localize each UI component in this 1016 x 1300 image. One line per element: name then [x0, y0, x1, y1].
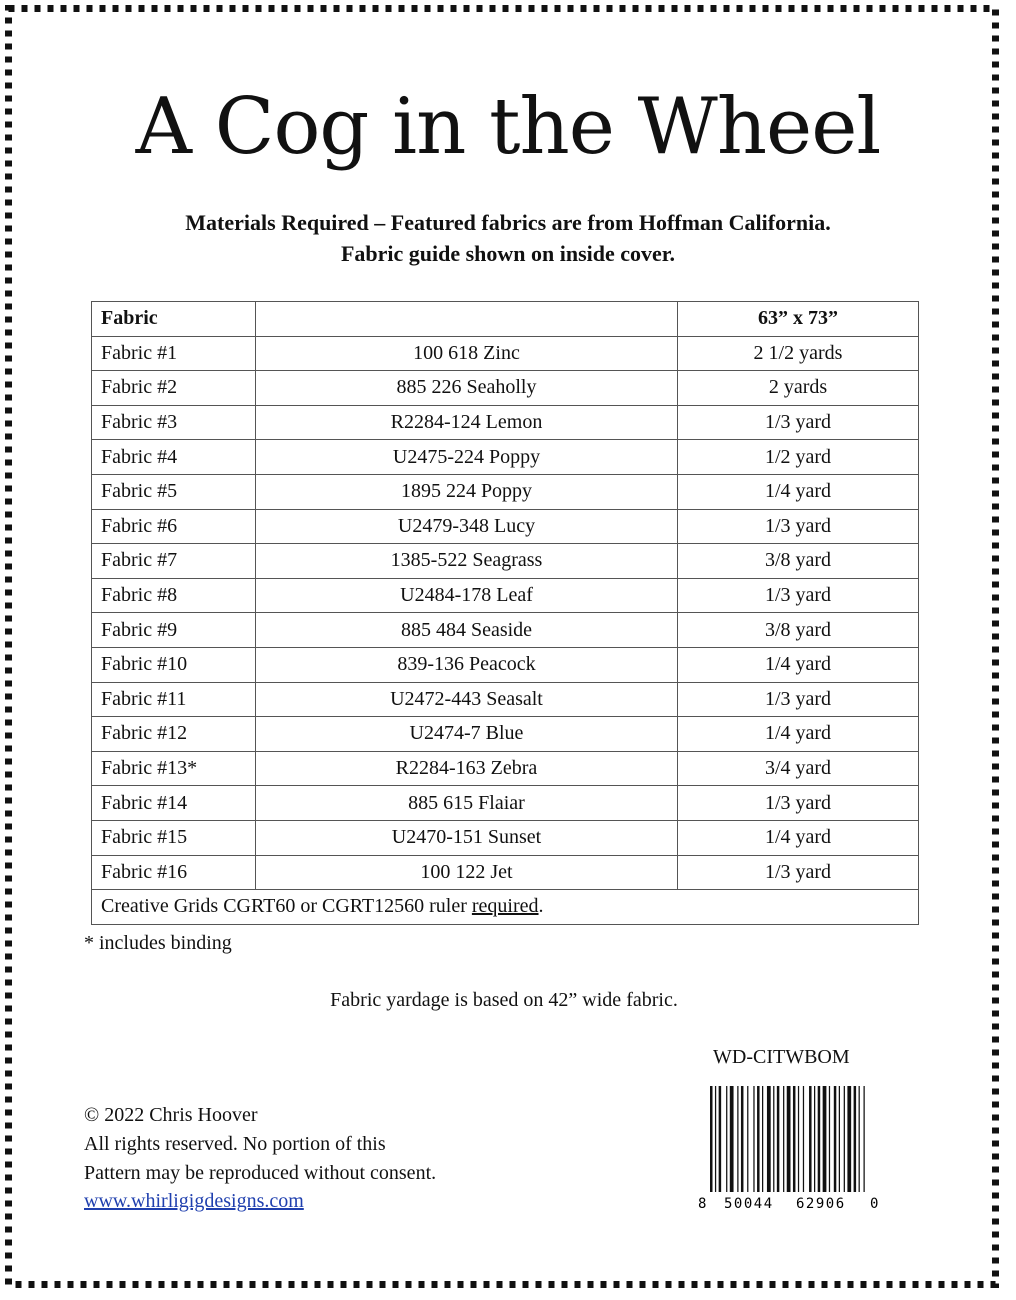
barcode-bar — [762, 1086, 763, 1192]
fabric-name-cell: R2284-163 Zebra — [256, 751, 678, 786]
barcode-bar — [757, 1086, 760, 1192]
table-row — [92, 855, 919, 890]
table-row — [92, 544, 919, 579]
fabric-name-cell: R2284-124 Lemon — [256, 405, 678, 440]
yardage-cell: 1/3 yard — [678, 578, 919, 613]
yardage-cell: 1/4 yard — [678, 820, 919, 855]
ruler-note-text: Creative Grids CGRT60 or CGRT12560 ruler — [101, 895, 472, 918]
required-emphasis: required — [471, 895, 539, 918]
fabric-number-cell: Fabric #3 — [92, 405, 256, 440]
yardage-cell: 1/4 yard — [678, 717, 919, 752]
pattern-title: A Cog in the Wheel — [135, 82, 881, 172]
barcode-bar — [814, 1086, 815, 1192]
yardage-cell: 2 yards — [678, 371, 919, 406]
table-header-row — [92, 302, 919, 337]
table-row — [92, 647, 919, 682]
consent-line: Pattern may be reproduced without consent. — [84, 1162, 437, 1184]
barcode-bar — [844, 1086, 845, 1192]
barcode-bar — [829, 1086, 830, 1192]
table-row — [92, 751, 919, 786]
table-row — [92, 509, 919, 544]
fabric-name-cell: 885 484 Seaside — [256, 613, 678, 648]
yardage-cell: 1/2 yard — [678, 440, 919, 475]
table-row — [92, 820, 919, 855]
yardage-cell: 1/3 yard — [678, 509, 919, 544]
barcode-bar — [737, 1086, 738, 1192]
barcode-bar — [741, 1086, 744, 1192]
fabric-number-cell: Fabric #9 — [92, 613, 256, 648]
fabric-number-cell: Fabric #2 — [92, 371, 256, 406]
yardage-cell: 1/3 yard — [678, 682, 919, 717]
table-row — [92, 717, 919, 752]
table-row — [92, 440, 919, 475]
fabric-name-cell: 100 122 Jet — [256, 855, 678, 890]
fabric-number-cell: Fabric #15 — [92, 820, 256, 855]
table-row — [92, 336, 919, 371]
barcode-bar — [847, 1086, 851, 1192]
barcode-bar — [747, 1086, 748, 1192]
barcode-digit-last: 0 — [870, 1196, 879, 1212]
barcode-bar — [767, 1086, 771, 1192]
barcode-bar — [710, 1086, 713, 1192]
fabric-number-cell: Fabric #7 — [92, 544, 256, 579]
barcode-bar — [787, 1086, 791, 1192]
table-row — [92, 613, 919, 648]
barcode-digits-right: 62906 — [796, 1196, 846, 1212]
barcode-digit-first: 8 — [698, 1196, 707, 1212]
fabric-number-cell: Fabric #6 — [92, 509, 256, 544]
sku-label: WD-CITWBOM — [713, 1046, 850, 1068]
table-row — [92, 371, 919, 406]
barcode-bar — [793, 1086, 796, 1192]
table-row — [92, 578, 919, 613]
materials-heading: Materials Required – Featured fabrics are from Hoffman California. — [185, 210, 831, 235]
fabric-number-cell: Fabric #4 — [92, 440, 256, 475]
barcode-bar — [818, 1086, 821, 1192]
fabric-name-cell: 839-136 Peacock — [256, 647, 678, 682]
yardage-cell: 1/4 yard — [678, 647, 919, 682]
yardage-cell: 3/4 yard — [678, 751, 919, 786]
yardage-cell: 3/8 yard — [678, 613, 919, 648]
fabric-name-cell: U2475-224 Poppy — [256, 440, 678, 475]
fabric-name-cell: 885 615 Flaiar — [256, 786, 678, 821]
barcode-bar — [834, 1086, 837, 1192]
ruler-note-end: . — [538, 895, 544, 918]
yardage-cell: 1/3 yard — [678, 855, 919, 890]
fabric-name-cell: 885 226 Seaholly — [256, 371, 678, 406]
fabric-number-cell: Fabric #11 — [92, 682, 256, 717]
copyright-line: © 2022 Chris Hoover — [84, 1104, 258, 1126]
barcode-digits-left: 50044 — [724, 1196, 774, 1212]
table-row — [92, 405, 919, 440]
yardage-cell: 2 1/2 yards — [678, 336, 919, 371]
header-fabric: Fabric — [92, 302, 256, 337]
fabric-number-cell: Fabric #16 — [92, 855, 256, 890]
yardage-cell: 3/8 yard — [678, 544, 919, 579]
binding-note: * includes binding — [84, 932, 232, 954]
fabric-name-cell: U2484-178 Leaf — [256, 578, 678, 613]
table-row — [92, 682, 919, 717]
fabric-number-cell: Fabric #13* — [92, 751, 256, 786]
table-row — [92, 474, 919, 509]
materials-table — [91, 301, 919, 925]
fabric-name-cell: U2470-151 Sunset — [256, 820, 678, 855]
fabric-name-cell: U2472-443 Seasalt — [256, 682, 678, 717]
barcode-bar — [839, 1086, 840, 1192]
yardage-cell: 1/4 yard — [678, 474, 919, 509]
barcode-bar — [823, 1086, 827, 1192]
barcode-bar — [864, 1086, 865, 1192]
fabric-name-cell: 1385-522 Seagrass — [256, 544, 678, 579]
fabric-number-cell: Fabric #14 — [92, 786, 256, 821]
fabric-number-cell: Fabric #10 — [92, 647, 256, 682]
fabric-name-cell: 100 618 Zinc — [256, 336, 678, 371]
barcode-bar — [719, 1086, 722, 1192]
yardage-cell: 1/3 yard — [678, 405, 919, 440]
ruler-requirement-cell — [92, 890, 919, 925]
barcode-bar — [859, 1086, 860, 1192]
barcode-bar — [753, 1086, 754, 1192]
header-name — [256, 302, 678, 337]
barcode-bar — [777, 1086, 780, 1192]
fabric-name-cell: 1895 224 Poppy — [256, 474, 678, 509]
yardage-cell: 1/3 yard — [678, 786, 919, 821]
fabric-number-cell: Fabric #1 — [92, 336, 256, 371]
table-footer-row — [92, 890, 919, 925]
fabric-name-cell: U2474-7 Blue — [256, 717, 678, 752]
fabric-guide-heading: Fabric guide shown on inside cover. — [340, 241, 676, 266]
fabric-number-cell: Fabric #12 — [92, 717, 256, 752]
barcode-bar — [726, 1086, 727, 1192]
barcode-bar — [715, 1086, 716, 1192]
barcode-bar — [783, 1086, 784, 1192]
fabric-number-cell: Fabric #5 — [92, 474, 256, 509]
barcode-bar — [803, 1086, 804, 1192]
barcode-bar — [730, 1086, 734, 1192]
table-row — [92, 786, 919, 821]
rights-line: All rights reserved. No portion of this — [84, 1133, 386, 1155]
barcode-bar — [854, 1086, 857, 1192]
header-size: 63” x 73” — [678, 302, 919, 337]
barcode-bar — [798, 1086, 799, 1192]
barcode-bar — [809, 1086, 812, 1192]
yardage-note: Fabric yardage is based on 42” wide fabric. — [330, 989, 678, 1011]
website-link[interactable]: www.whirligigdesigns.com — [84, 1190, 304, 1212]
fabric-name-cell: U2479-348 Lucy — [256, 509, 678, 544]
barcode-bar — [773, 1086, 774, 1192]
barcode-icon — [696, 1086, 886, 1214]
fabric-number-cell: Fabric #8 — [92, 578, 256, 613]
